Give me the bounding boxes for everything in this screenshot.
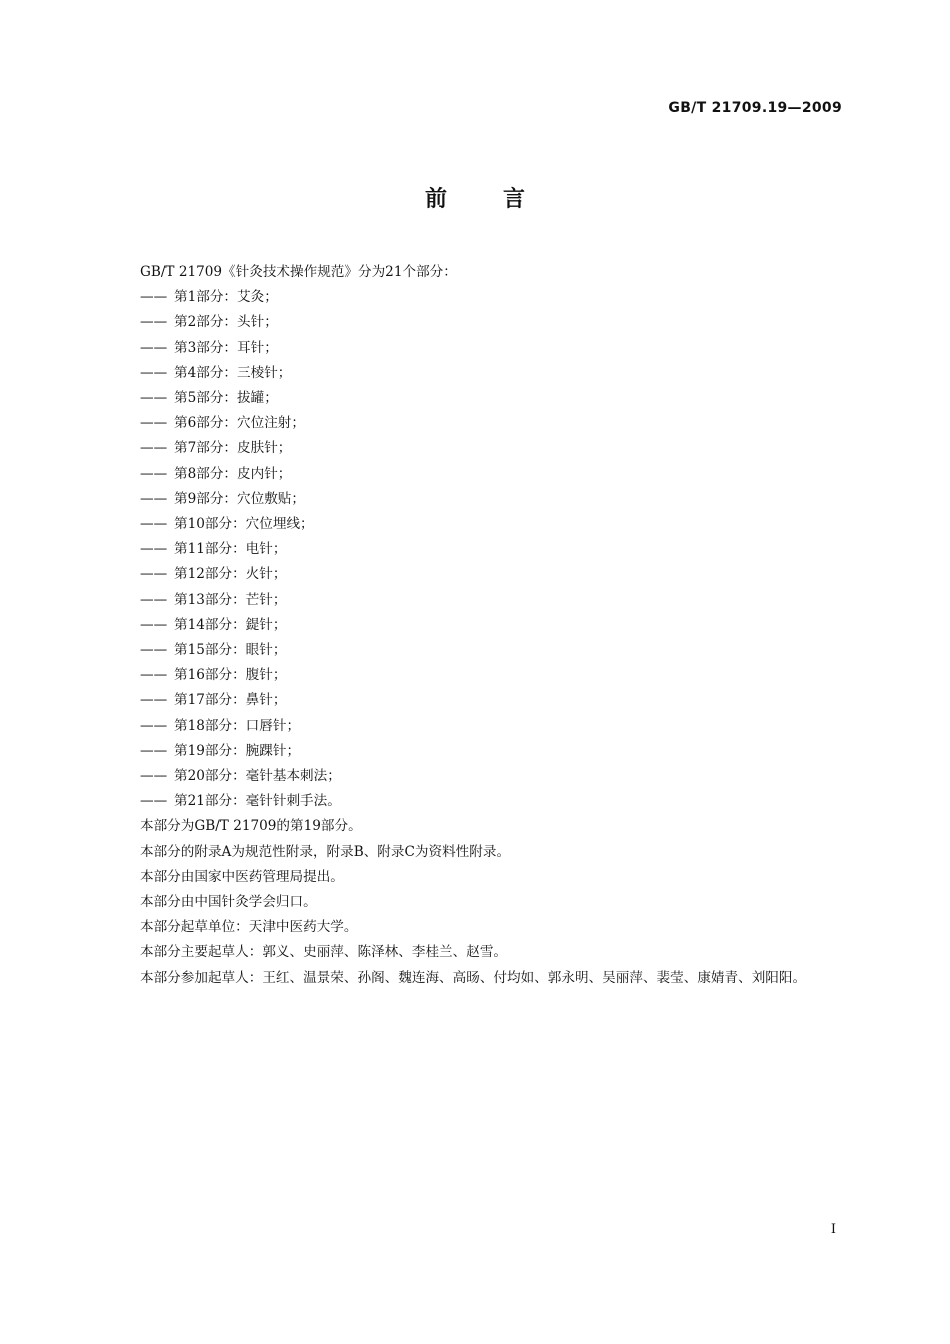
dash-mark: —— [140, 339, 168, 356]
foreword-paragraph: 本部分起草单位：天津中医药大学。 [140, 919, 358, 936]
part-list-item [108, 537, 848, 562]
part-list-item [108, 789, 848, 814]
part-text: 第4部分：三棱针； [174, 364, 292, 381]
part-list-item [108, 310, 848, 335]
part-list-item [108, 562, 848, 587]
intro-paragraph: GB/T 21709《针灸技术操作规范》分为21个部分： [140, 264, 457, 280]
part-list-item [108, 764, 848, 789]
dash-mark: —— [140, 390, 168, 407]
part-text: 第14部分：鍉针； [174, 616, 287, 633]
part-list-item [108, 663, 848, 688]
foreword-paragraph: 本部分的附录A为规范性附录，附录B、附录C为资料性附录。 [140, 843, 511, 860]
part-text: 第9部分：穴位敷贴； [174, 490, 305, 507]
dash-mark: —— [140, 415, 168, 432]
part-text: 第13部分：芒针； [174, 591, 287, 608]
part-list-item [108, 411, 848, 436]
dash-mark: —— [140, 717, 168, 734]
part-list-item [108, 487, 848, 512]
part-text: 第3部分：耳针； [174, 339, 278, 356]
part-list-item [108, 462, 848, 487]
part-text: 第1部分：艾灸； [174, 289, 278, 306]
dash-mark: —— [140, 692, 168, 709]
title-char: 言 [503, 187, 526, 212]
dash-mark: —— [140, 616, 168, 633]
dash-mark: —— [140, 793, 168, 810]
foreword-paragraph: 本部分由国家中医药管理局提出。 [140, 868, 344, 885]
page-number: I [830, 1222, 836, 1237]
part-text: 第5部分：拔罐； [174, 390, 278, 407]
part-text: 第6部分：穴位注射； [174, 415, 305, 432]
dash-mark: —— [140, 591, 168, 608]
part-list-item [108, 285, 848, 310]
part-text: 第20部分：毫针基本刺法； [174, 768, 341, 785]
part-list-item [108, 739, 848, 764]
parts-list [108, 285, 848, 814]
dash-mark: —— [140, 440, 168, 457]
dash-mark: —— [140, 541, 168, 558]
dash-mark: —— [140, 465, 168, 482]
part-text: 第17部分：鼻针； [174, 692, 287, 709]
part-text: 第10部分：穴位埋线； [174, 516, 314, 533]
foreword-paragraph: 本部分主要起草人：郭义、史丽萍、陈泽林、李桂兰、赵雪。 [140, 944, 508, 961]
part-text: 第18部分：口唇针； [174, 717, 301, 734]
part-list-item [108, 638, 848, 663]
part-list-item [108, 436, 848, 461]
dash-mark: —— [140, 364, 168, 381]
dash-mark: —— [140, 742, 168, 759]
part-list-item [108, 714, 848, 739]
part-text: 第8部分：皮内针； [174, 465, 292, 482]
dash-mark: —— [140, 667, 168, 684]
part-list-item [108, 386, 848, 411]
dash-mark: —— [140, 314, 168, 331]
part-list-item [108, 688, 848, 713]
foreword-paragraph: 本部分由中国针灸学会归口。 [140, 894, 317, 911]
part-text: 第2部分：头针； [174, 314, 278, 331]
page-title [0, 182, 950, 213]
part-list-item [108, 613, 848, 638]
dash-mark: —— [140, 566, 168, 583]
part-text: 第11部分：电针； [174, 541, 287, 558]
part-list-item [108, 336, 848, 361]
title-char: 前 [424, 187, 447, 212]
dash-mark: —— [140, 768, 168, 785]
foreword-paragraph: 本部分参加起草人：王红、温景荣、孙阁、魏连海、高旸、付均如、郭永明、吴丽萍、裴莹、康婧青、刘阳阳。 [140, 969, 807, 986]
paragraph-list [108, 814, 848, 990]
standard-code: GB/T 21709.19—2009 [668, 100, 842, 116]
dash-mark: —— [140, 516, 168, 533]
dash-mark: —— [140, 642, 168, 659]
part-text: 第21部分：毫针针刺手法。 [174, 793, 341, 810]
foreword-body [108, 260, 848, 991]
dash-mark: —— [140, 289, 168, 306]
foreword-paragraph: 本部分为GB/T 21709的第19部分。 [140, 818, 362, 835]
part-list-item [108, 361, 848, 386]
part-text: 第19部分：腕踝针； [174, 742, 301, 759]
part-list-item [108, 588, 848, 613]
part-list-item [108, 512, 848, 537]
part-text: 第12部分：火针； [174, 566, 287, 583]
part-text: 第15部分：眼针； [174, 642, 287, 659]
part-text: 第7部分：皮肤针； [174, 440, 292, 457]
part-text: 第16部分：腹针； [174, 667, 287, 684]
dash-mark: —— [140, 490, 168, 507]
